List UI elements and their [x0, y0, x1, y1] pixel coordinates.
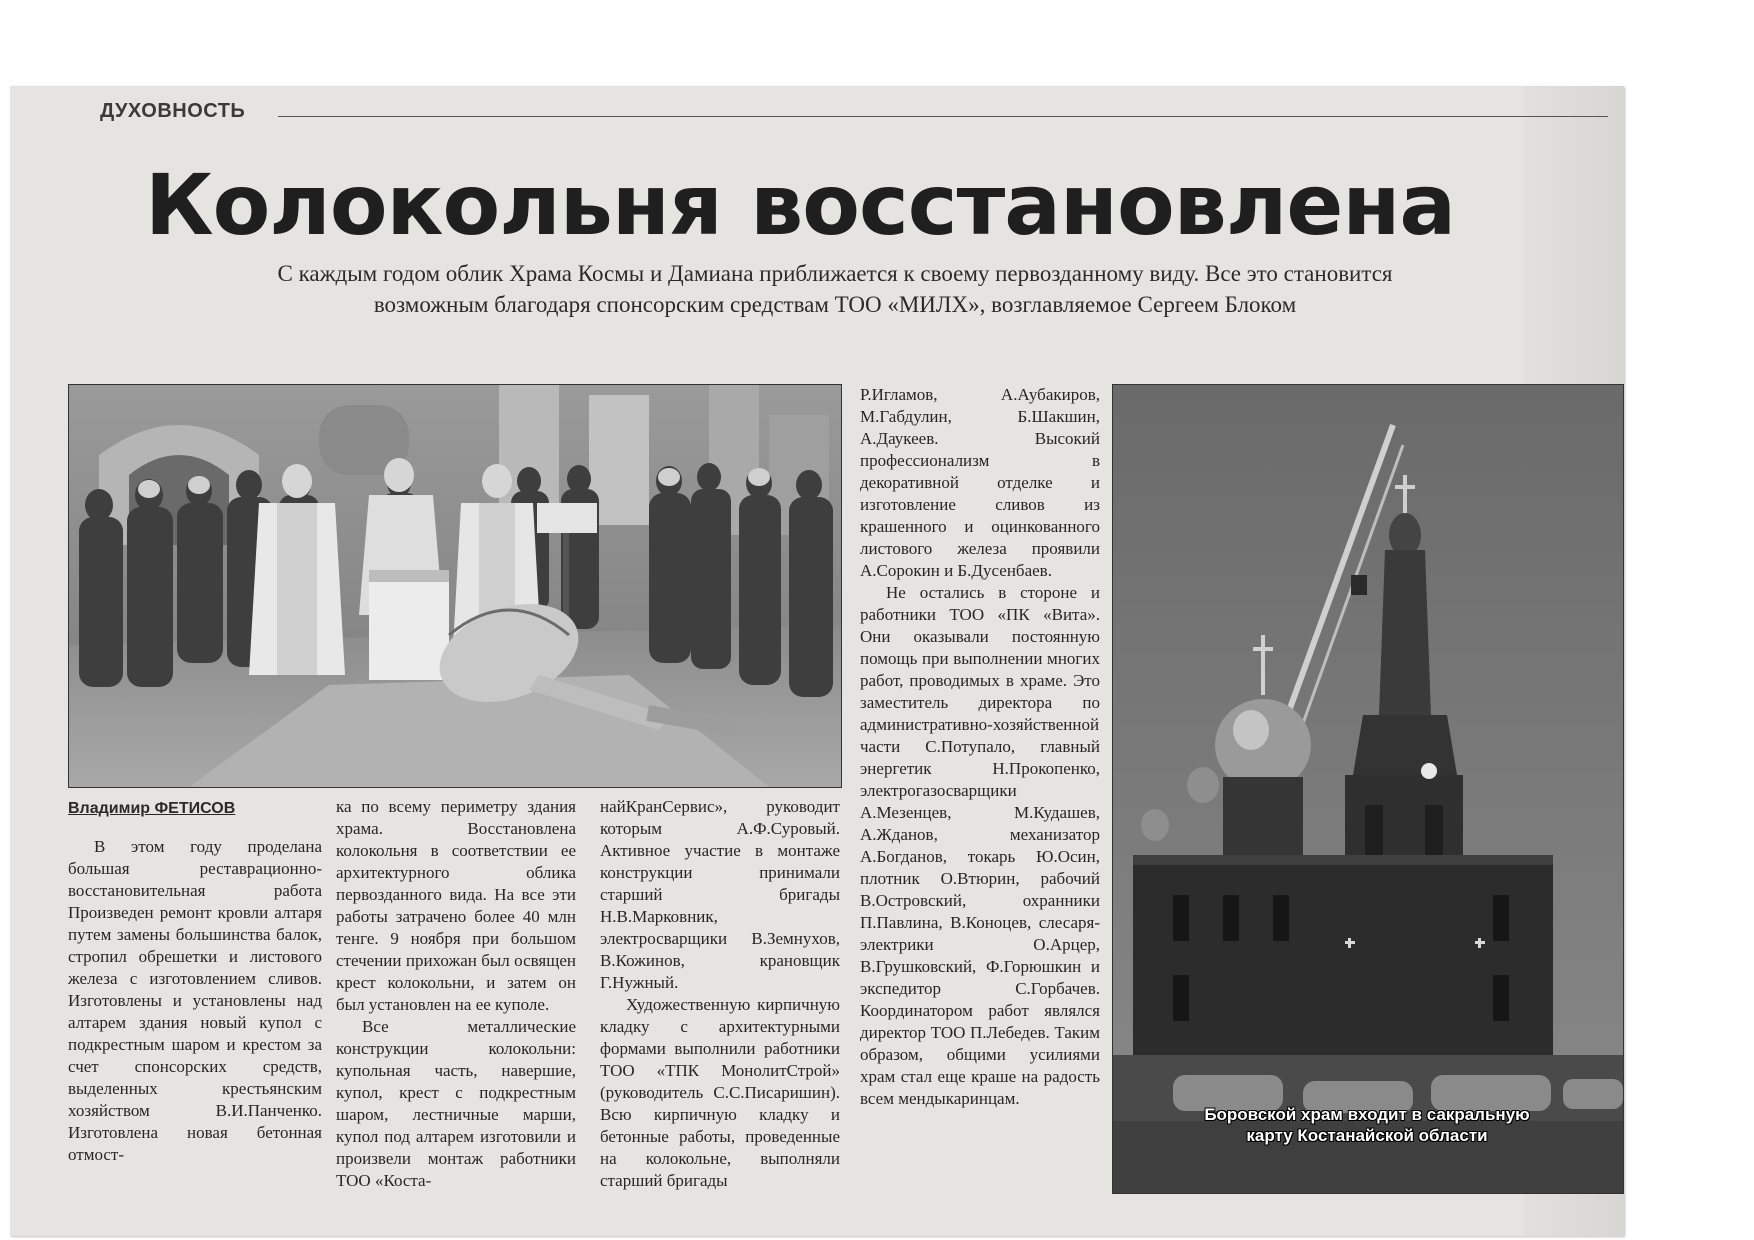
church-exterior-illustration [1113, 385, 1623, 1193]
paragraph: Художественную кирпичную кладку с архитектурными формами выполнили работники ТОО «ТПК МонолитСтрой» (руководитель С.С.Писаришин). Всю кирпичную кладку и бетонные работы, проведенные на колокольне, выполняли старший бригады [600, 995, 840, 1190]
paragraph: Р.Игламов, А.Аубакиров, М.Габдулин, Б.Шакшин, А.Даукеев. Высокий профессионализм в декоративной отделке и изготовление сливов из крашенного и оцинкованного листового железа проявили А.Сорокин и Б.Дусенбаев. [860, 385, 1100, 580]
caption-line-2: карту Костанайской области [1246, 1126, 1488, 1145]
article-lead [110, 258, 1560, 320]
paragraph: Все металлические конструкции колокольни: купольная часть, навершие, купол, крест с подкрестным шаром, лестничные марши, купол под алтарем изготовили и произвели монтаж работники ТОО «Коста- [336, 1017, 576, 1190]
church-interior-photo [68, 384, 842, 788]
text-column-3 [600, 796, 840, 1192]
paragraph: В этом году проделана большая реставрационно-восстановительная работа Произведен ремонт кровли алтаря путем замены большинства балок, стропил обрешетки и листового железа с изготовлением сливов. Изготовлены и установлены над алтарем здания новый купол с подкрестным шаром и крестом за счет спонсорских средств, выделенных крестьянским хозяйством В.И.Панченко. Изготовлена новая бетонная отмост- [68, 837, 322, 1164]
rubric-rule [278, 116, 1608, 117]
paragraph: Не остались в стороне и работники ТОО «ПК «Вита». Они оказывали постоянную помощь при выполнении многих работ, проводимых в храме. Это заместитель директора по административно-хозяйственной части С.Потупало, главный энергетик Н.Прокопенко, электрогазосварщики А.Мезенцев, М.Кудашев, А.Жданов, механизатор А.Богданов, токарь Ю.Осин, плотник О.Втюрин, рабочий В.Островский, охранники П.Павлина, В.Коноцев, слесаря-электрики О.Арцер, В.Грушковский, Ф.Горюшкин и экспедитор С.Горбачев. Координатором работ являлся директор ТОО П.Лебедев. Таким образом, общими усилиями храм стал еще краше на радость всем мендыкаринцам. [860, 583, 1100, 1108]
section-rubric: ДУХОВНОСТЬ [100, 100, 246, 122]
text-column-2 [336, 796, 576, 1192]
text-column-1 [68, 836, 322, 1166]
text-column-4 [860, 384, 1100, 1110]
lead-line-1: С каждым годом облик Храма Космы и Дамиана приближается к своему первозданному виду. Все это становится [277, 261, 1393, 286]
paragraph: ка по всему периметру здания храма. Восстановлена колокольня в соответствии ее архитектурного облика первозданного вида. На все эти работы затрачено более 40 млн тенге. 9 ноября при большом стечении прихожан был освящен крест колокольни, и затем он был установлен на ее куполе. [336, 797, 576, 1014]
church-exterior-photo [1112, 384, 1624, 1194]
church-interior-illustration [69, 385, 841, 787]
photo-caption [1120, 1104, 1614, 1146]
author-byline: Владимир ФЕТИСОВ [68, 800, 236, 817]
paragraph: найКранСервис», руководит которым А.Ф.Суровый. Активное участие в монтаже конструкции принимали старший бригады Н.В.Марковник, электросварщики В.Земнухов, В.Кожинов, крановщик Г.Нужный. [600, 797, 840, 992]
caption-line-1: Боровской храм входит в сакральную [1204, 1105, 1530, 1124]
article-headline: Колокольня восстановлена [144, 156, 1456, 254]
lead-line-2: возможным благодаря спонсорским средствам ТОО «МИЛХ», возглавляемое Сергеем Блоком [373, 292, 1297, 317]
